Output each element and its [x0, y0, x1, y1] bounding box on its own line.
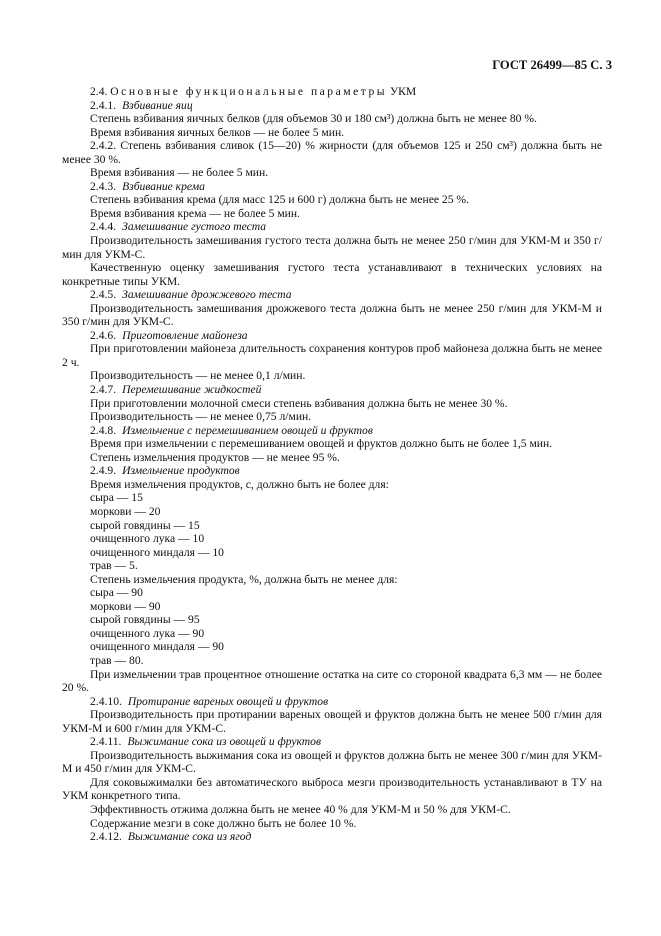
paragraph: При приготовлении майонеза длительность сохранения контуров проб майонеза должна быть не менее 2 ч. [62, 342, 602, 369]
list-item: очищенного миндаля — 90 [90, 640, 224, 654]
section-2-4-10-heading: 2.4.10. Протирание вареных овощей и фруктов [90, 694, 329, 708]
section-2-4-heading: 2.4. Основные функциональные параметры УКМ [90, 85, 417, 98]
paragraph: Время взбивания яичных белков — не более 5 мин. [90, 125, 345, 139]
section-2-4-6-heading: 2.4.6. Приготовление майонеза [90, 328, 248, 342]
page-header: ГОСТ 26499—85 С. 3 [492, 58, 612, 72]
section-2-4-3-heading: 2.4.3. Взбивание крема [90, 179, 205, 193]
paragraph: 2.4.2. Степень взбивания сливок (15—20) % жирности (для объемов 125 и 250 см³) должна быть не менее 30 %. [62, 139, 602, 166]
paragraph: Время взбивания крема — не более 5 мин. [90, 206, 300, 220]
list-item: очищенного лука — 10 [90, 532, 205, 546]
paragraph: Степень взбивания яичных белков (для объемов 30 и 180 см³) должна быть не менее 80 %. [90, 112, 537, 126]
section-2-4-12-heading: 2.4.12. Выжимание сока из ягод [90, 830, 252, 844]
section-2-4-11-heading: 2.4.11. Выжимание сока из овощей и фруктов [90, 735, 322, 749]
list-item: трав — 5. [90, 559, 138, 573]
paragraph: Степень взбивания крема (для масс 125 и 600 г) должна быть не менее 25 %. [90, 193, 469, 207]
paragraph: Время взбивания — не более 5 мин. [90, 166, 269, 180]
list-item: очищенного лука — 90 [90, 626, 205, 640]
paragraph: Производительность при протирании вареных овощей и фруктов должна быть не менее 500 г/мин для УКМ-М и 600 г/мин для УКМ-С. [62, 708, 602, 735]
paragraph: Время при измельчении с перемешиванием овощей и фруктов должно быть не более 1,5 мин. [90, 437, 553, 451]
paragraph: Время измельчения продуктов, с, должно быть не более для: [90, 477, 389, 491]
paragraph: Степень измельчения продукта, %, должна быть не менее для: [90, 572, 398, 586]
section-2-4-7-heading: 2.4.7. Перемешивание жидкостей [90, 383, 262, 397]
paragraph: Производительность — не менее 0,75 л/мин. [90, 410, 312, 424]
document-body [62, 85, 602, 844]
list-item: сыра — 90 [90, 586, 143, 600]
paragraph: Производительность — не менее 0,1 л/мин. [90, 369, 306, 383]
list-item: сыра — 15 [90, 491, 143, 505]
paragraph: Степень измельчения продуктов — не менее 95 %. [90, 450, 340, 464]
list-item: моркови — 90 [90, 599, 161, 613]
section-2-4-4-heading: 2.4.4. Замешивание густого теста [90, 220, 267, 234]
paragraph: Содержание мезги в соке должно быть не более 10 %. [90, 816, 357, 830]
paragraph: Производительность замешивания густого теста должна быть не менее 250 г/мин для УКМ-М и 350 г/мин для УКМ-С. [62, 234, 602, 261]
section-2-4-9-heading: 2.4.9. Измельчение продуктов [90, 464, 240, 478]
list-item: моркови — 20 [90, 504, 161, 518]
paragraph: Для соковыжималки без автоматического выброса мезги производительность устанавливают в ТУ на УКМ конкретного типа. [62, 775, 602, 803]
paragraph: Качественную оценку замешивания густого теста устанавливают в технических условиях на конкретные типы УКМ. [62, 261, 602, 288]
section-2-4-5-heading: 2.4.5. Замешивание дрожжевого теста [90, 288, 292, 302]
list-item: трав — 80. [90, 653, 144, 667]
list-item: сырой говядины — 95 [90, 613, 200, 627]
paragraph: Производительность выжимания сока из овощей и фруктов должна быть не менее 300 г/мин для УКМ-М и 450 г/мин для УКМ-С. [62, 748, 602, 776]
list-item: сырой говядины — 15 [90, 518, 200, 532]
section-2-4-8-heading: 2.4.8. Измельчение с перемешиванием овощей и фруктов [90, 423, 373, 437]
section-2-4-1-heading: 2.4.1. Взбивание яиц [90, 98, 193, 112]
paragraph: При измельчении трав процентное отношение остатка на сите со стороной квадрата 6,3 мм — не более 20 %. [62, 667, 602, 695]
paragraph: При приготовлении молочной смеси степень взбивания должна быть не менее 30 %. [90, 396, 508, 410]
list-item: очищенного миндаля — 10 [90, 545, 224, 559]
paragraph: Производительность замешивания дрожжевого теста должна быть не менее 250 г/мин для УКМ-М и 350 г/мин для УКМ-С. [62, 301, 602, 329]
paragraph: Эффективность отжима должна быть не менее 40 % для УКМ-М и 50 % для УКМ-С. [90, 802, 511, 816]
